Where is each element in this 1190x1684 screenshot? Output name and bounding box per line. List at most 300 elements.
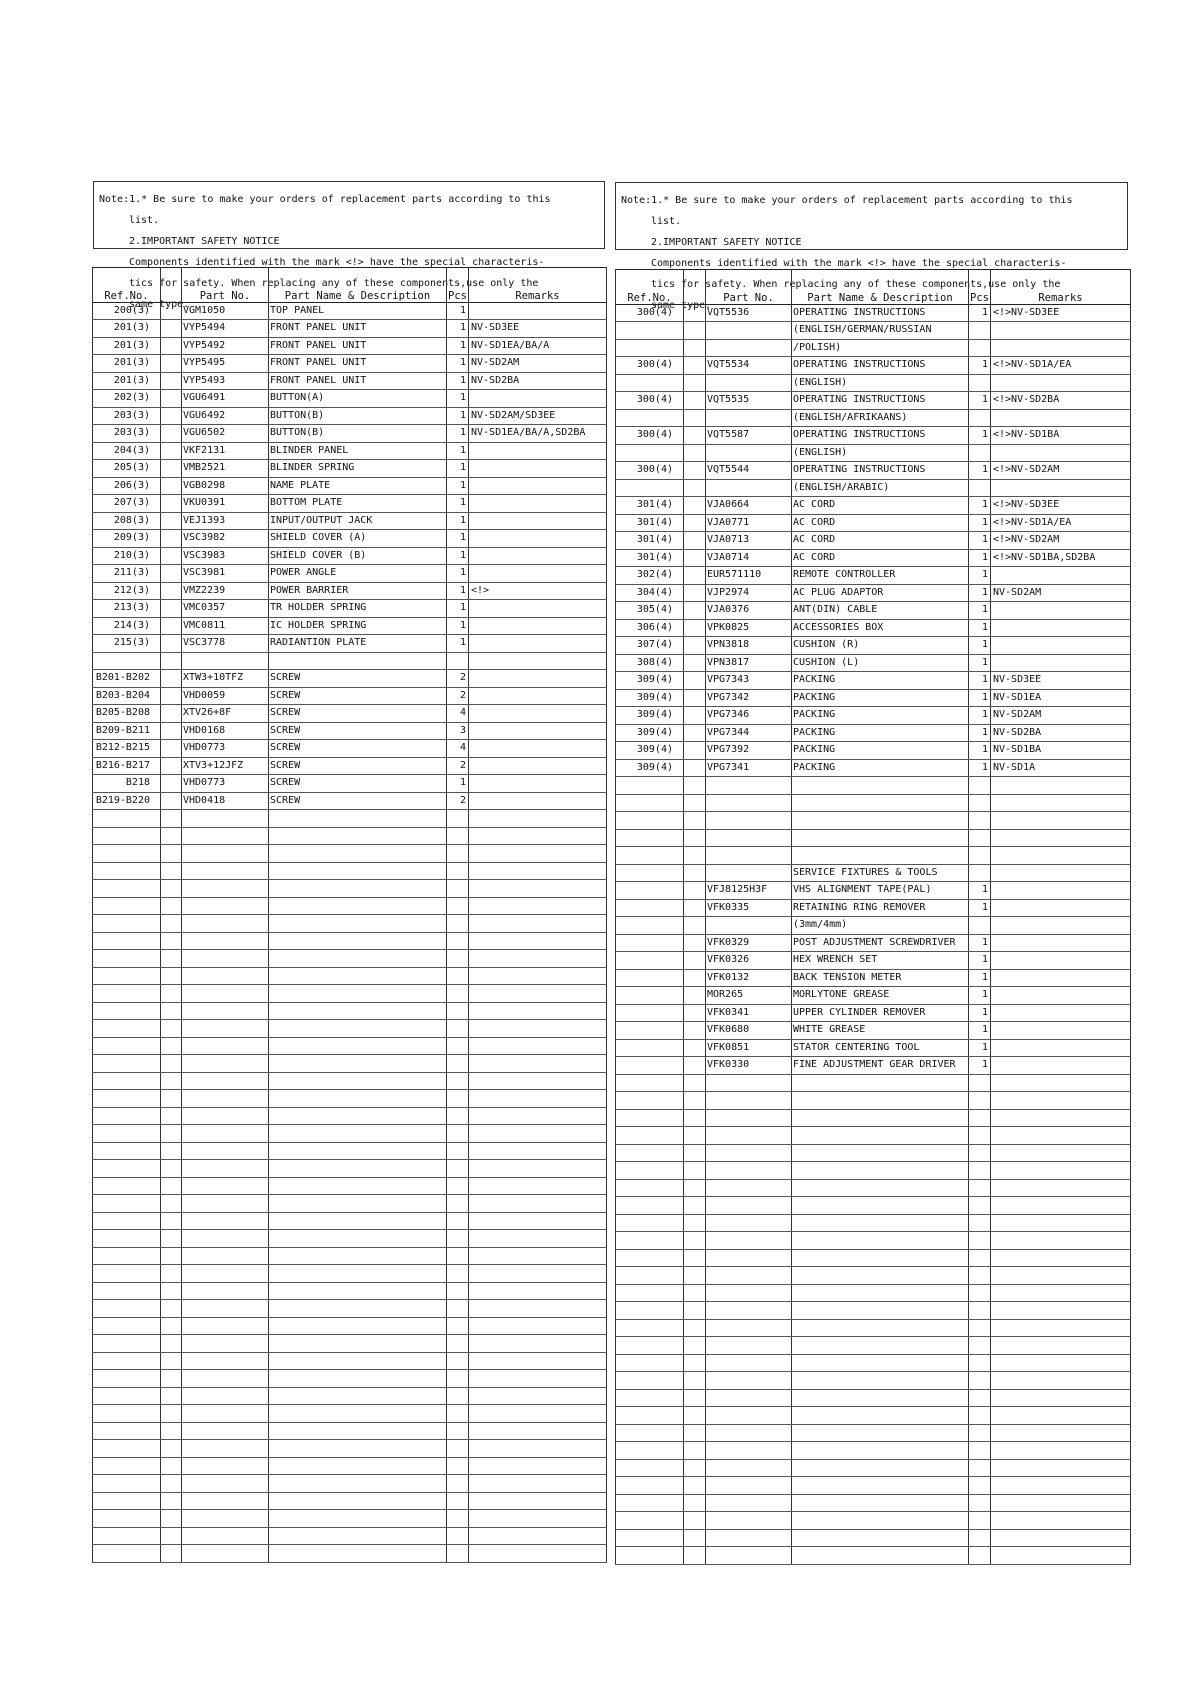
cell-remarks bbox=[991, 1249, 1131, 1267]
cell-description: TOP PANEL bbox=[269, 302, 447, 320]
cell-spacer bbox=[684, 794, 706, 812]
cell-part-no bbox=[182, 845, 269, 863]
cell-pcs bbox=[969, 794, 991, 812]
cell-spacer bbox=[684, 672, 706, 690]
cell-description bbox=[792, 1389, 969, 1407]
cell-remarks bbox=[469, 302, 607, 320]
cell-ref-no bbox=[616, 1529, 684, 1547]
cell-description bbox=[269, 1037, 447, 1055]
cell-spacer bbox=[684, 1162, 706, 1180]
cell-part-no bbox=[182, 1352, 269, 1370]
cell-description: STATOR CENTERING TOOL bbox=[792, 1039, 969, 1057]
cell-remarks: NV-SD2BA bbox=[469, 372, 607, 390]
cell-ref-no bbox=[616, 1022, 684, 1040]
cell-spacer bbox=[161, 372, 182, 390]
table-row bbox=[93, 390, 607, 408]
cell-spacer bbox=[161, 1037, 182, 1055]
cell-spacer bbox=[161, 460, 182, 478]
cell-spacer bbox=[684, 1267, 706, 1285]
cell-ref-no bbox=[93, 1055, 161, 1073]
table-row bbox=[93, 1125, 607, 1143]
cell-description: (ENGLISH/ARABIC) bbox=[792, 479, 969, 497]
cell-spacer bbox=[161, 512, 182, 530]
table-row bbox=[616, 1022, 1131, 1040]
cell-part-no: VGU6491 bbox=[182, 390, 269, 408]
cell-remarks bbox=[991, 1372, 1131, 1390]
cell-ref-no: 300(4) bbox=[616, 427, 684, 445]
cell-pcs: 1 bbox=[969, 304, 991, 322]
table-header-row bbox=[616, 287, 1131, 305]
cell-pcs bbox=[969, 917, 991, 935]
cell-remarks: <!>NV-SD3EE bbox=[991, 304, 1131, 322]
cell-remarks bbox=[991, 882, 1131, 900]
cell-spacer bbox=[161, 705, 182, 723]
cell-remarks bbox=[469, 1335, 607, 1353]
cell-spacer bbox=[161, 810, 182, 828]
cell-ref-no bbox=[93, 845, 161, 863]
cell-spacer bbox=[684, 724, 706, 742]
cell-remarks bbox=[991, 1144, 1131, 1162]
cell-ref-no bbox=[616, 934, 684, 952]
cell-remarks bbox=[991, 1162, 1131, 1180]
cell-part-no: VFK0132 bbox=[706, 969, 792, 987]
cell-ref-no: 201(3) bbox=[93, 320, 161, 338]
cell-description: ACCESSORIES BOX bbox=[792, 619, 969, 637]
cell-description bbox=[269, 1352, 447, 1370]
table-row bbox=[93, 1072, 607, 1090]
cell-spacer bbox=[684, 1547, 706, 1565]
cell-remarks bbox=[991, 1494, 1131, 1512]
cell-remarks bbox=[469, 1020, 607, 1038]
cell-ref-no bbox=[616, 1249, 684, 1267]
table-row bbox=[93, 880, 607, 898]
cell-spacer bbox=[684, 1004, 706, 1022]
cell-remarks bbox=[469, 1195, 607, 1213]
cell-part-no bbox=[182, 1510, 269, 1528]
cell-pcs: 1 bbox=[969, 514, 991, 532]
cell-spacer bbox=[161, 967, 182, 985]
cell-remarks bbox=[991, 1179, 1131, 1197]
cell-description bbox=[792, 1302, 969, 1320]
cell-ref-no: 206(3) bbox=[93, 477, 161, 495]
cell-part-no: VQT5587 bbox=[706, 427, 792, 445]
cell-part-no bbox=[706, 847, 792, 865]
table-row bbox=[616, 1547, 1131, 1565]
parts-table-left bbox=[92, 267, 607, 1563]
cell-spacer bbox=[161, 1422, 182, 1440]
cell-ref-no bbox=[93, 1090, 161, 1108]
cell-remarks bbox=[991, 1512, 1131, 1530]
table-row bbox=[93, 1107, 607, 1125]
cell-pcs bbox=[969, 1074, 991, 1092]
cell-part-no bbox=[182, 1002, 269, 1020]
cell-part-no bbox=[706, 1512, 792, 1530]
cell-spacer bbox=[161, 1300, 182, 1318]
note-line-1: Note:1.* Be sure to make your orders of replacement parts according to this bbox=[621, 194, 1073, 206]
cell-pcs: 1 bbox=[447, 600, 469, 618]
cell-ref-no bbox=[93, 1492, 161, 1510]
cell-spacer bbox=[684, 1232, 706, 1250]
cell-ref-no: 308(4) bbox=[616, 654, 684, 672]
header-remarks: Remarks bbox=[469, 285, 607, 303]
cell-part-no bbox=[706, 1407, 792, 1425]
cell-description: IC HOLDER SPRING bbox=[269, 617, 447, 635]
header-ref-no: Ref.No. bbox=[93, 285, 161, 303]
cell-spacer bbox=[161, 722, 182, 740]
cell-remarks bbox=[469, 880, 607, 898]
cell-ref-no bbox=[616, 1144, 684, 1162]
cell-ref-no: 302(4) bbox=[616, 567, 684, 585]
table-row bbox=[93, 1055, 607, 1073]
cell-spacer bbox=[161, 932, 182, 950]
cell-spacer bbox=[684, 1179, 706, 1197]
cell-pcs bbox=[969, 1092, 991, 1110]
cell-description: /POLISH) bbox=[792, 339, 969, 357]
cell-description: ANT(DIN) CABLE bbox=[792, 602, 969, 620]
cell-ref-no bbox=[93, 1317, 161, 1335]
cell-part-no: VFJ8125H3F bbox=[706, 882, 792, 900]
cell-description bbox=[269, 932, 447, 950]
table-row bbox=[93, 1037, 607, 1055]
cell-pcs: 1 bbox=[969, 707, 991, 725]
cell-ref-no bbox=[93, 967, 161, 985]
cell-pcs: 1 bbox=[969, 549, 991, 567]
cell-description bbox=[792, 1494, 969, 1512]
cell-description bbox=[792, 1372, 969, 1390]
cell-pcs bbox=[969, 1319, 991, 1337]
cell-description bbox=[792, 794, 969, 812]
cell-ref-no: 301(4) bbox=[616, 549, 684, 567]
table-row bbox=[93, 775, 607, 793]
cell-description: (ENGLISH/AFRIKAANS) bbox=[792, 409, 969, 427]
cell-part-no bbox=[706, 1459, 792, 1477]
cell-part-no: VFK0335 bbox=[706, 899, 792, 917]
cell-part-no bbox=[182, 1300, 269, 1318]
cell-part-no bbox=[706, 1337, 792, 1355]
cell-ref-no bbox=[93, 1457, 161, 1475]
table-row bbox=[93, 1212, 607, 1230]
cell-spacer bbox=[161, 845, 182, 863]
table-row bbox=[616, 1267, 1131, 1285]
cell-spacer bbox=[684, 1214, 706, 1232]
cell-spacer bbox=[161, 1387, 182, 1405]
cell-pcs bbox=[447, 1370, 469, 1388]
cell-pcs bbox=[447, 1422, 469, 1440]
cell-ref-no bbox=[616, 1214, 684, 1232]
cell-part-no bbox=[706, 479, 792, 497]
cell-pcs bbox=[447, 1230, 469, 1248]
cell-ref-no bbox=[616, 479, 684, 497]
cell-part-no: VJA0664 bbox=[706, 497, 792, 515]
cell-remarks bbox=[469, 442, 607, 460]
cell-ref-no bbox=[616, 1004, 684, 1022]
cell-description: TR HOLDER SPRING bbox=[269, 600, 447, 618]
cell-spacer bbox=[161, 1352, 182, 1370]
cell-description: AC PLUG ADAPTOR bbox=[792, 584, 969, 602]
cell-part-no bbox=[182, 1230, 269, 1248]
cell-ref-no bbox=[93, 1475, 161, 1493]
cell-pcs: 4 bbox=[447, 705, 469, 723]
cell-ref-no bbox=[616, 1232, 684, 1250]
table-row bbox=[616, 672, 1131, 690]
cell-part-no bbox=[182, 1405, 269, 1423]
cell-part-no: VPG7346 bbox=[706, 707, 792, 725]
cell-description bbox=[269, 1265, 447, 1283]
cell-ref-no bbox=[93, 1125, 161, 1143]
cell-description bbox=[792, 1267, 969, 1285]
cell-pcs: 1 bbox=[447, 582, 469, 600]
cell-description: SCREW bbox=[269, 792, 447, 810]
table-row bbox=[93, 1527, 607, 1545]
table-row bbox=[616, 1529, 1131, 1547]
cell-part-no bbox=[706, 1092, 792, 1110]
cell-remarks: NV-SD1A bbox=[991, 759, 1131, 777]
cell-part-no: XTW3+10TFZ bbox=[182, 670, 269, 688]
cell-part-no: VFK0330 bbox=[706, 1057, 792, 1075]
cell-remarks bbox=[469, 722, 607, 740]
cell-part-no: VGB0298 bbox=[182, 477, 269, 495]
cell-part-no: VFK0851 bbox=[706, 1039, 792, 1057]
cell-pcs bbox=[969, 1354, 991, 1372]
cell-spacer bbox=[684, 1249, 706, 1267]
cell-spacer bbox=[684, 637, 706, 655]
cell-ref-no: 202(3) bbox=[93, 390, 161, 408]
table-row bbox=[93, 862, 607, 880]
table-row bbox=[93, 530, 607, 548]
cell-part-no: VHD0773 bbox=[182, 740, 269, 758]
table-row bbox=[93, 1510, 607, 1528]
cell-part-no bbox=[182, 1440, 269, 1458]
cell-spacer bbox=[161, 950, 182, 968]
cell-part-no bbox=[182, 1160, 269, 1178]
cell-part-no bbox=[706, 917, 792, 935]
cell-remarks bbox=[469, 1177, 607, 1195]
cell-part-no: VMZ2239 bbox=[182, 582, 269, 600]
cell-pcs: 1 bbox=[447, 355, 469, 373]
cell-part-no bbox=[182, 1265, 269, 1283]
cell-part-no bbox=[182, 862, 269, 880]
cell-pcs: 1 bbox=[447, 547, 469, 565]
cell-pcs bbox=[447, 1335, 469, 1353]
table-row bbox=[93, 477, 607, 495]
cell-pcs bbox=[969, 1407, 991, 1425]
cell-pcs bbox=[969, 339, 991, 357]
cell-description: MORLYTONE GREASE bbox=[792, 987, 969, 1005]
table-row bbox=[93, 827, 607, 845]
cell-remarks bbox=[991, 812, 1131, 830]
cell-part-no bbox=[706, 794, 792, 812]
table-row bbox=[616, 514, 1131, 532]
cell-spacer bbox=[161, 337, 182, 355]
header-part-no: Part No. bbox=[706, 287, 792, 305]
table-row bbox=[616, 602, 1131, 620]
table-row bbox=[616, 1459, 1131, 1477]
cell-remarks bbox=[991, 829, 1131, 847]
cell-spacer bbox=[684, 689, 706, 707]
cell-pcs bbox=[969, 847, 991, 865]
cell-part-no bbox=[706, 374, 792, 392]
cell-pcs: 1 bbox=[447, 775, 469, 793]
cell-description: OPERATING INSTRUCTIONS bbox=[792, 462, 969, 480]
header-spacer bbox=[684, 287, 706, 305]
cell-pcs: 1 bbox=[969, 497, 991, 515]
cell-part-no bbox=[182, 985, 269, 1003]
cell-description: RETAINING RING REMOVER bbox=[792, 899, 969, 917]
table-row bbox=[93, 372, 607, 390]
cell-pcs bbox=[447, 1037, 469, 1055]
table-row bbox=[93, 1440, 607, 1458]
cell-remarks bbox=[991, 1057, 1131, 1075]
cell-spacer bbox=[684, 549, 706, 567]
cell-pcs: 2 bbox=[447, 792, 469, 810]
cell-ref-no bbox=[93, 1387, 161, 1405]
cell-remarks: NV-SD1EA bbox=[991, 689, 1131, 707]
cell-spacer bbox=[684, 1302, 706, 1320]
cell-spacer bbox=[161, 1072, 182, 1090]
cell-spacer bbox=[161, 915, 182, 933]
table-row bbox=[93, 897, 607, 915]
cell-ref-no: B201-B202 bbox=[93, 670, 161, 688]
cell-ref-no bbox=[616, 917, 684, 935]
cell-part-no bbox=[706, 1529, 792, 1547]
cell-pcs bbox=[969, 1179, 991, 1197]
cell-description bbox=[269, 1195, 447, 1213]
table-row bbox=[616, 882, 1131, 900]
cell-description: AC CORD bbox=[792, 514, 969, 532]
cell-remarks bbox=[469, 985, 607, 1003]
cell-ref-no bbox=[616, 1407, 684, 1425]
cell-part-no bbox=[182, 810, 269, 828]
cell-spacer bbox=[161, 477, 182, 495]
cell-remarks bbox=[469, 617, 607, 635]
table-row bbox=[616, 812, 1131, 830]
cell-pcs bbox=[969, 1109, 991, 1127]
cell-remarks bbox=[469, 792, 607, 810]
cell-spacer bbox=[684, 987, 706, 1005]
table-row bbox=[616, 689, 1131, 707]
cell-pcs: 1 bbox=[969, 689, 991, 707]
cell-spacer bbox=[684, 322, 706, 340]
cell-ref-no: 301(4) bbox=[616, 497, 684, 515]
cell-part-no: VPK0825 bbox=[706, 619, 792, 637]
cell-ref-no bbox=[616, 1039, 684, 1057]
cell-part-no bbox=[182, 1072, 269, 1090]
cell-part-no: VFK0341 bbox=[706, 1004, 792, 1022]
table-row bbox=[616, 829, 1131, 847]
cell-part-no bbox=[706, 1424, 792, 1442]
cell-ref-no bbox=[616, 1512, 684, 1530]
cell-pcs: 2 bbox=[447, 670, 469, 688]
cell-spacer bbox=[684, 444, 706, 462]
table-row bbox=[616, 1319, 1131, 1337]
cell-spacer bbox=[684, 1092, 706, 1110]
cell-ref-no bbox=[616, 1494, 684, 1512]
cell-description: POST ADJUSTMENT SCREWDRIVER bbox=[792, 934, 969, 952]
cell-description bbox=[269, 1527, 447, 1545]
cell-description bbox=[269, 1492, 447, 1510]
cell-ref-no bbox=[616, 847, 684, 865]
cell-ref-no: 214(3) bbox=[93, 617, 161, 635]
cell-description: SCREW bbox=[269, 670, 447, 688]
cell-part-no bbox=[706, 829, 792, 847]
cell-spacer bbox=[161, 600, 182, 618]
cell-spacer bbox=[684, 777, 706, 795]
cell-description: SHIELD COVER (A) bbox=[269, 530, 447, 548]
cell-description bbox=[269, 1002, 447, 1020]
cell-description: AC CORD bbox=[792, 497, 969, 515]
table-row bbox=[616, 864, 1131, 882]
cell-remarks bbox=[469, 1440, 607, 1458]
cell-part-no: VPG7344 bbox=[706, 724, 792, 742]
cell-spacer bbox=[161, 1317, 182, 1335]
cell-pcs bbox=[969, 374, 991, 392]
table-row bbox=[616, 1302, 1131, 1320]
table-row bbox=[93, 845, 607, 863]
cell-pcs: 1 bbox=[447, 390, 469, 408]
cell-spacer bbox=[684, 1127, 706, 1145]
cell-pcs bbox=[447, 1475, 469, 1493]
cell-ref-no bbox=[616, 899, 684, 917]
cell-spacer bbox=[161, 1020, 182, 1038]
cell-remarks bbox=[991, 479, 1131, 497]
cell-ref-no: 210(3) bbox=[93, 547, 161, 565]
cell-part-no bbox=[706, 444, 792, 462]
table-row bbox=[616, 1039, 1131, 1057]
cell-description bbox=[269, 985, 447, 1003]
cell-ref-no: B216-B217 bbox=[93, 757, 161, 775]
cell-description bbox=[269, 1282, 447, 1300]
cell-ref-no bbox=[93, 1510, 161, 1528]
table-row bbox=[93, 1475, 607, 1493]
cell-part-no: VYP5494 bbox=[182, 320, 269, 338]
table-row bbox=[616, 1249, 1131, 1267]
cell-ref-no bbox=[616, 1442, 684, 1460]
table-row bbox=[616, 1144, 1131, 1162]
cell-description bbox=[792, 1442, 969, 1460]
cell-spacer bbox=[684, 899, 706, 917]
cell-ref-no bbox=[616, 1092, 684, 1110]
cell-spacer bbox=[684, 1372, 706, 1390]
cell-ref-no bbox=[93, 1545, 161, 1563]
cell-part-no: VKF2131 bbox=[182, 442, 269, 460]
cell-spacer bbox=[684, 1319, 706, 1337]
cell-remarks bbox=[469, 670, 607, 688]
cell-spacer bbox=[684, 1039, 706, 1057]
cell-description: OPERATING INSTRUCTIONS bbox=[792, 357, 969, 375]
cell-spacer bbox=[684, 584, 706, 602]
cell-remarks bbox=[469, 1422, 607, 1440]
cell-ref-no bbox=[93, 1300, 161, 1318]
cell-pcs bbox=[969, 444, 991, 462]
cell-spacer bbox=[161, 897, 182, 915]
cell-spacer bbox=[684, 1389, 706, 1407]
cell-spacer bbox=[161, 1545, 182, 1563]
cell-spacer bbox=[161, 740, 182, 758]
cell-spacer bbox=[684, 1109, 706, 1127]
cell-spacer bbox=[161, 1002, 182, 1020]
cell-description bbox=[269, 967, 447, 985]
cell-spacer bbox=[684, 619, 706, 637]
cell-description: POWER ANGLE bbox=[269, 565, 447, 583]
table-row bbox=[616, 794, 1131, 812]
cell-part-no bbox=[182, 1055, 269, 1073]
cell-remarks bbox=[991, 987, 1131, 1005]
cell-pcs bbox=[447, 880, 469, 898]
cell-ref-no bbox=[616, 1162, 684, 1180]
cell-ref-no bbox=[93, 1422, 161, 1440]
cell-spacer bbox=[684, 1424, 706, 1442]
cell-remarks: <!> bbox=[469, 582, 607, 600]
